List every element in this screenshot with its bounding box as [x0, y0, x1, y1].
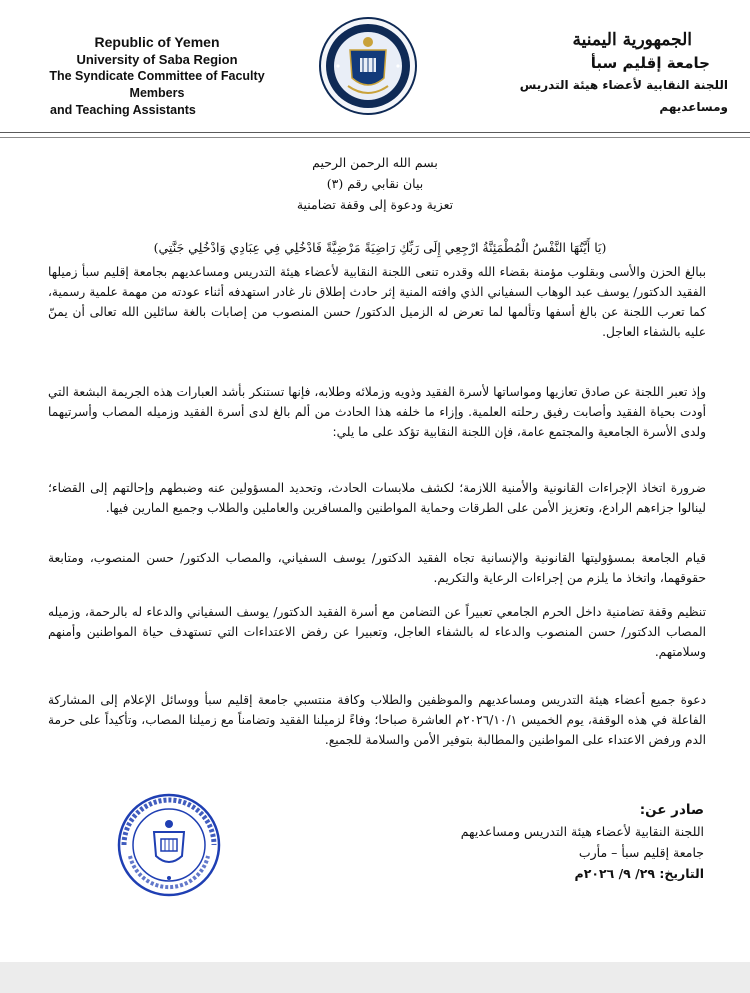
- paragraph-university-responsibility: قيام الجامعة بمسؤوليتها القانونية والإنسانية تجاه الفقيد الدكتور/ يوسف السفياني، والمصاب الدكتور/ حسن المنصوب، ومتابعة حقوقهما، واتخاذ ما يلزم من إجراءات الرعاية والتكريم.: [48, 551, 706, 585]
- paragraph-demand-legal-action: ضرورة اتخاذ الإجراءات القانونية والأمنية اللازمة؛ لكشف ملابسات الحادث، وتحديد المسؤولين عنه وضبطهم وإحالتهم إلى القضاء؛ لينالوا جزاءهم الرادع، وتعزيز الأمن على الطرقات وحماية المواطنين والمسافرين والعاملين والطلاب وجميع المارين فيها.: [48, 481, 706, 515]
- basmala: بسم الله الرحمن الرحيم: [312, 155, 438, 170]
- paragraph-invitation: دعوة جميع أعضاء هيئة التدريس ومساعديهم والموظفين والطلاب وكافة منتسبي جامعة إقليم سبأ ووسائل الإعلام إلى المشاركة الفاعلة في هذه الوقفة، يوم الخميس ٢٠٢٦/١٠/١م العاشرة صباحا؛ وفاءً لزميلنا الفقيد وتضامناً مع زميلنا المصاب، وتأكيداً على حرمة الدم ورفض الاعتداء على المواطنين والمطالبة بتوفير الأمن والسلامة للجميع.: [48, 693, 706, 747]
- signature-committee: اللجنة النقابية لأعضاء هيئة التدريس ومساعديهم: [460, 824, 704, 839]
- quran-verse: (يَا أَيَّتُهَا النَّفْسُ الْمُطْمَئِنَّةُ ارْجِعِي إِلَى رَبِّكِ رَاضِيَةً مَرْضِيَّةً فَادْخُلِي فِي عِبَادِي وَادْخُلِي جَنَّتِي): [153, 240, 607, 255]
- university-emblem-icon: [318, 16, 418, 116]
- english-university: University of Saba Region: [76, 52, 238, 67]
- statement-subject: تعزية ودعوة إلى وقفة تضامنية: [296, 197, 454, 212]
- header-divider: [0, 132, 750, 133]
- arabic-letterhead: [478, 28, 728, 118]
- arabic-committee: اللجنة النقابية لأعضاء هيئة التدريس ومساعديهم: [519, 78, 728, 114]
- english-committee-line2: and Teaching Assistants: [50, 103, 196, 117]
- signature-block: [344, 800, 704, 884]
- english-letterhead: [22, 34, 292, 119]
- document-date: التاريخ: ٢٩/ ٩/ ٢٠٢٦م: [574, 866, 704, 881]
- signature-university: جامعة إقليم سبأ – مأرب: [578, 845, 704, 860]
- arabic-university: جامعة إقليم سبأ: [590, 54, 710, 72]
- header-divider-secondary: [0, 137, 750, 138]
- paragraph-condemnation: وإذ تعبر اللجنة عن صادق تعازيها ومواساتها لأسرة الفقيد وذويه وزملائه وطلابه، فإنها تستنكر بأشد العبارات هذه الجريمة البشعة التي أودت بحياة الفقيد وأصابت رفيق رحلته العلمية. وإزاء ما خلفه هذا الحادث من ألم بالغ لدى أسرة الفقيد وزميله المصاب وأسرتيهما ولدى الأسرة الجامعية والمجتمع عامة، فإن اللجنة النقابية تؤكد على ما يلي:: [48, 385, 706, 439]
- english-country: Republic of Yemen: [94, 34, 220, 50]
- official-seal-stamp-icon: [116, 792, 222, 898]
- statement-number: بيان نقابي رقم (٣): [326, 176, 424, 191]
- paragraph-solidarity-stand: تنظيم وقفة تضامنية داخل الحرم الجامعي تعبيراً عن التضامن مع أسرة الفقيد الدكتور/ يوسف السفياني والدعاء له بالرحمة، وزميله المصاب الدكتور/ حسن المنصوب والدعاء له بالشفاء العاجل، وتعبيرا عن رفض الاعتداءات التي تستهدف حياة المواطنين وأمنهم وسلامتهم.: [48, 605, 706, 659]
- page-bottom-margin: [0, 962, 750, 993]
- issued-from-label: صادر عن:: [639, 802, 704, 818]
- english-committee-line1: The Syndicate Committee of Faculty Members: [49, 69, 265, 100]
- document-titles: [0, 152, 750, 215]
- paragraph-condolence: ببالغ الحزن والأسى وبقلوب مؤمنة بقضاء الله وقدره تنعى اللجنة النقابية لأعضاء هيئة التدريس ومساعديهم بجامعة إقليم سبأ زميلها الفقيد الدكتور/ يوسف عبد الوهاب السفياني الذي وافته المنية إثر حادث إطلاق نار غادر استهدفه أثناء عودته من مهمة علمية رسمية، كما تعرب اللجنة عن بالغ أسفها وتألمها لما تعرض له الزميل الدكتور/ حسن المنصوب من إصابات بالغة سائلين الله تعالى أن يمنّ عليه بالشفاء العاجل.: [48, 265, 706, 339]
- arabic-country: الجمهورية اليمنية: [572, 30, 692, 50]
